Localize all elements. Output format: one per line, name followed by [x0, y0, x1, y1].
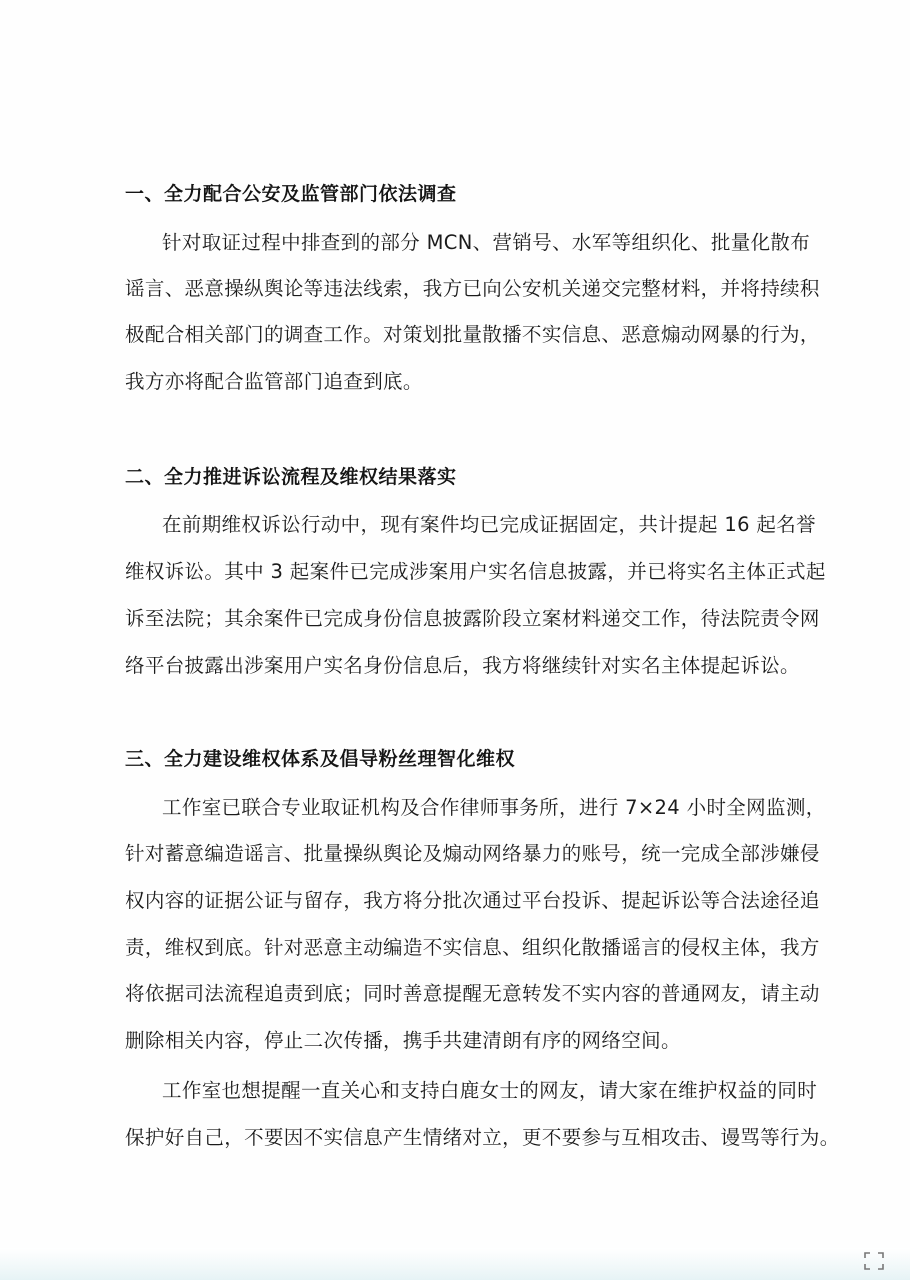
paragraph-line: 针对蓄意编造谣言、批量操纵舆论及煽动网络暴力的账号，统一完成全部涉嫌侵 — [125, 842, 820, 865]
section-heading-1: 一、全力配合公安及监管部门依法调查 — [125, 183, 457, 205]
paragraph-line: 在前期维权诉讼行动中，现有案件均已完成证据固定，共计提起 16 起名誉 — [162, 513, 816, 536]
closing-line: 保护好自己，不要因不实信息产生情绪对立，更不要参与互相攻击、谩骂等行为。 — [125, 1126, 840, 1149]
paragraph-line: 针对取证过程中排查到的部分 MCN、营销号、水军等组织化、批量化散布 — [162, 231, 811, 254]
paragraph-line: 我方亦将配合监管部门追查到底。 — [125, 370, 423, 393]
section-heading-2: 二、全力推进诉讼流程及维权结果落实 — [125, 466, 457, 488]
paragraph-line: 谣言、恶意操纵舆论等违法线索，我方已向公安机关递交完整材料，并将持续积 — [125, 277, 820, 300]
section-heading-3: 三、全力建设维权体系及倡导粉丝理智化维权 — [125, 748, 516, 770]
paragraph-line: 责，维权到底。针对恶意主动编造不实信息、组织化散播谣言的侵权主体，我方 — [125, 936, 820, 959]
paragraph-line: 诉至法院；其余案件已完成身份信息披露阶段立案材料递交工作，待法院责令网 — [125, 607, 820, 630]
paragraph-line: 将依据司法流程追责到底；同时善意提醒无意转发不实内容的普通网友，请主动 — [125, 982, 820, 1005]
paragraph-line: 极配合相关部门的调查工作。对策划批量散播不实信息、恶意煽动网暴的行为， — [125, 323, 820, 346]
expand-icon[interactable] — [862, 1250, 886, 1272]
paragraph-line: 维权诉讼。其中 3 起案件已完成涉案用户实名信息披露，并已将实名主体正式起 — [125, 560, 826, 583]
bottom-toolbar-strip — [0, 1248, 910, 1280]
paragraph-line: 络平台披露出涉案用户实名身份信息后，我方将继续针对实名主体提起诉讼。 — [125, 654, 800, 677]
paragraph-line: 工作室已联合专业取证机构及合作律师事务所，进行 7×24 小时全网监测， — [162, 796, 826, 819]
closing-line: 工作室也想提醒一直关心和支持白鹿女士的网友，请大家在维护权益的同时 — [162, 1079, 818, 1102]
paragraph-line: 权内容的证据公证与留存，我方将分批次通过平台投诉、提起诉讼等合法途径追 — [125, 889, 820, 912]
paragraph-line: 删除相关内容，停止二次传播，携手共建清朗有序的网络空间。 — [125, 1029, 681, 1052]
